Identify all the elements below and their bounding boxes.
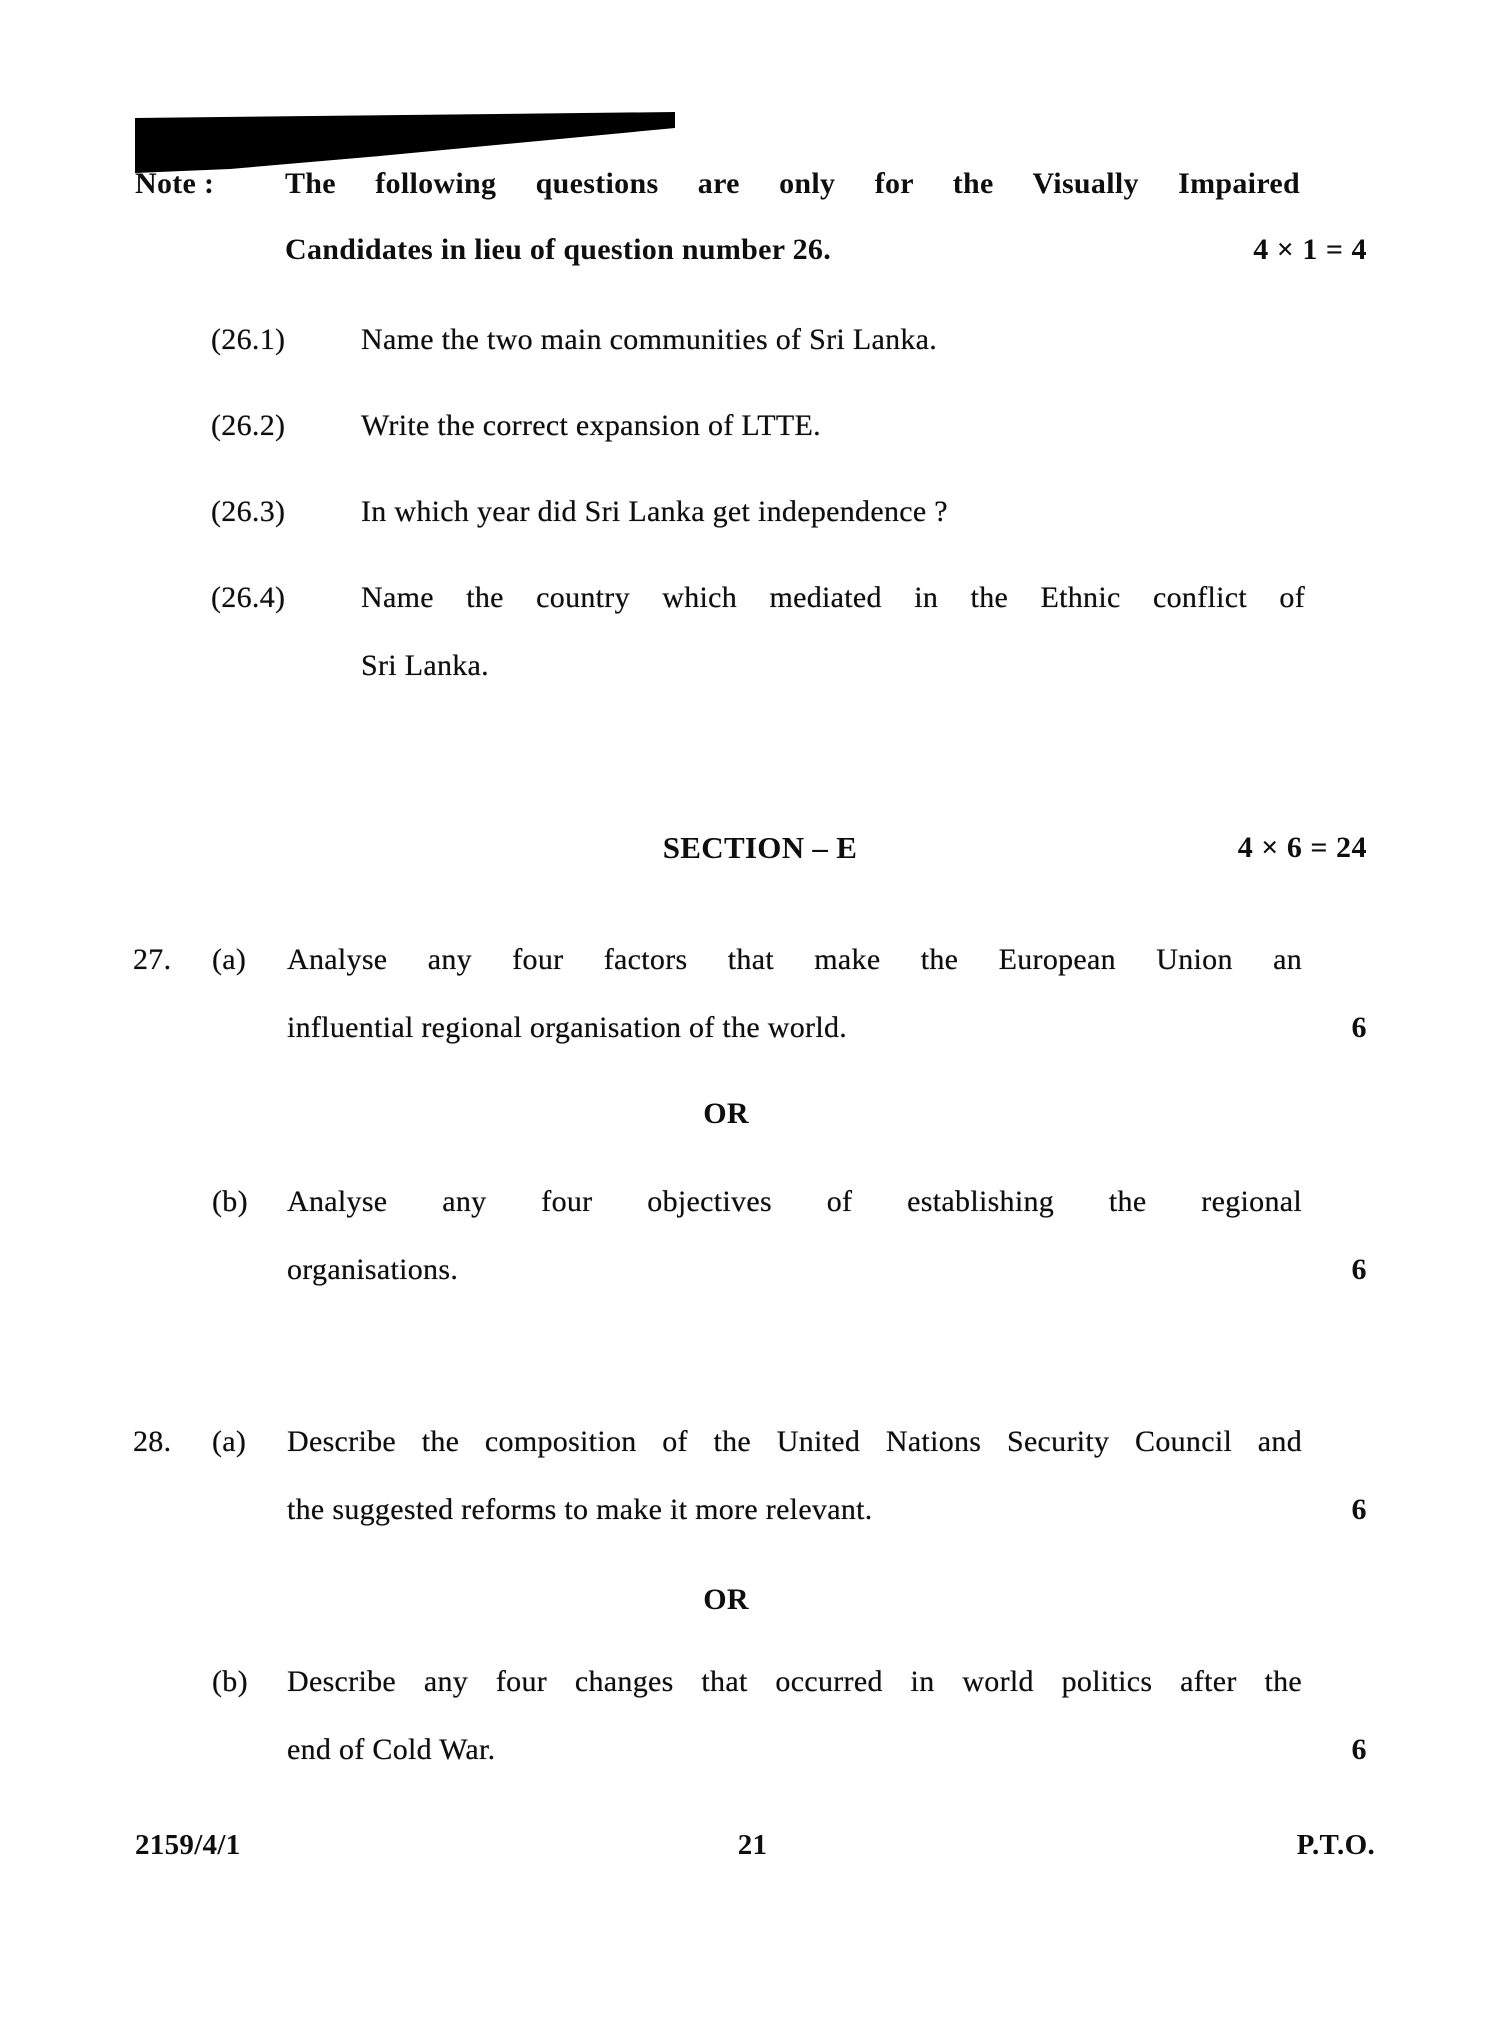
- option-letter: (b): [212, 1185, 248, 1218]
- redaction-mark: [135, 112, 675, 174]
- sub-question-line: Sri Lanka.: [361, 649, 489, 682]
- footer-pto: P.T.O.: [1296, 1829, 1375, 1861]
- question-text: [287, 1424, 1302, 1527]
- section-marks: 4 × 6 = 24: [1237, 831, 1367, 864]
- question-marks: 6: [1351, 1733, 1367, 1766]
- note-line-2: Candidates in lieu of question number 26.: [285, 233, 832, 266]
- note-line-1: The following questions are only for the Visually Impaired: [285, 167, 1300, 200]
- note-marks: 4 × 1 = 4: [1253, 233, 1367, 266]
- sub-question-number: (26.4): [211, 581, 286, 614]
- sub-question-text: Write the correct expansion of LTTE.: [361, 409, 821, 442]
- section-title: SECTION – E: [662, 830, 858, 865]
- sub-question-line: Name the country which mediated in the Ethnic conflict of: [361, 581, 1305, 614]
- question-line: Analyse any four factors that make the European Union an: [287, 943, 1302, 976]
- question-line: influential regional organisation of the world.: [287, 1011, 848, 1044]
- footer-page-number: 21: [737, 1829, 768, 1861]
- sub-question-number: (26.3): [211, 495, 286, 528]
- question-marks: 6: [1351, 1253, 1367, 1286]
- question-text: [287, 1664, 1302, 1767]
- option-letter: (a): [212, 1425, 247, 1458]
- question-text: [287, 942, 1302, 1045]
- question-line: organisations.: [287, 1253, 459, 1286]
- question-number: 28.: [133, 1425, 172, 1458]
- question-marks: 6: [1351, 1493, 1367, 1526]
- sub-question-number: (26.2): [211, 409, 286, 442]
- option-letter: (a): [212, 943, 247, 976]
- question-marks: 6: [1351, 1011, 1367, 1044]
- note-label: Note :: [135, 167, 215, 200]
- question-number: 27.: [133, 943, 172, 976]
- or-divider: OR: [703, 1097, 749, 1130]
- sub-question-text: Name the two main communities of Sri Lanka.: [361, 323, 938, 356]
- or-divider: OR: [703, 1583, 749, 1616]
- question-line: Describe any four changes that occurred in world politics after the: [287, 1665, 1302, 1698]
- option-letter: (b): [212, 1665, 248, 1698]
- sub-question-text: In which year did Sri Lanka get independence ?: [361, 495, 948, 528]
- question-line: end of Cold War.: [287, 1733, 496, 1766]
- question-line: the suggested reforms to make it more relevant.: [287, 1493, 873, 1526]
- question-line: Describe the composition of the United Nations Security Council and: [287, 1425, 1302, 1458]
- sub-question-number: (26.1): [211, 323, 286, 356]
- question-text: [287, 1184, 1302, 1287]
- question-line: Analyse any four objectives of establishing the regional: [287, 1185, 1302, 1218]
- sub-question-text: [361, 580, 1305, 683]
- footer-paper-code: 2159/4/1: [135, 1829, 241, 1861]
